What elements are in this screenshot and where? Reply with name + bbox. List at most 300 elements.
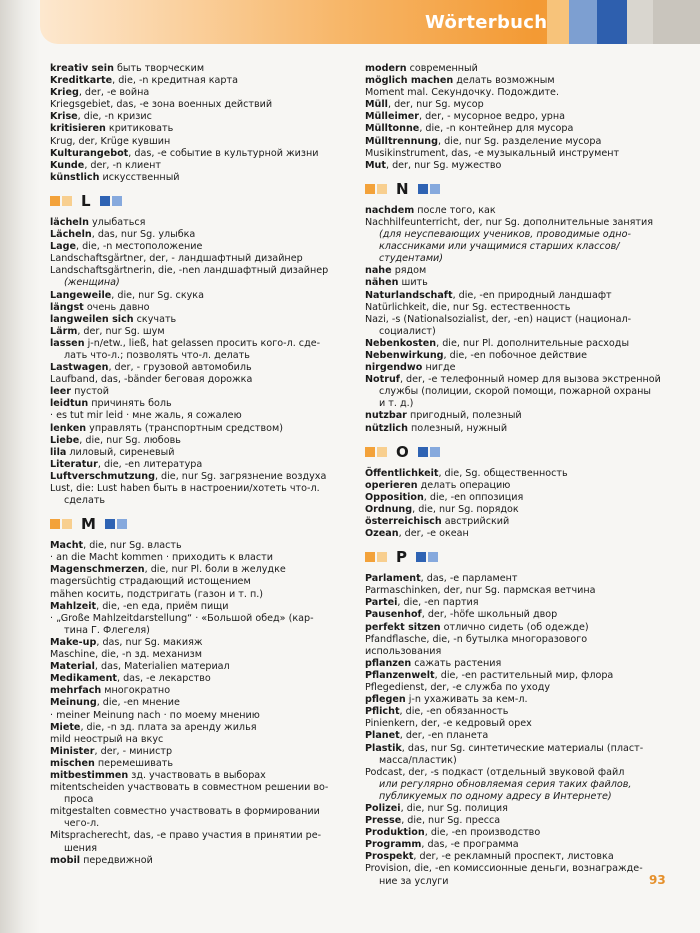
dictionary-entry: [365, 111, 665, 123]
entry-definition: делать операцию: [417, 479, 511, 491]
entry-definition: шить: [398, 277, 428, 289]
dictionary-entry: [50, 386, 348, 398]
dictionary-entry: [365, 302, 665, 314]
entry-continuation: лать что-л.; позволять что-л. делать: [64, 349, 250, 361]
entry-definition: зд. участвовать в выборах: [128, 769, 266, 781]
headword: Planet: [365, 730, 400, 742]
headword: Liebe: [50, 434, 80, 446]
headword: Partei: [365, 597, 398, 609]
headword: Luftverschmutzung: [50, 470, 155, 482]
dictionary-entry: [365, 87, 665, 99]
headword: Müll: [365, 99, 388, 111]
entry-definition: , die, nur Pl. дополнительные расходы: [436, 337, 630, 349]
dictionary-entry: [365, 148, 665, 160]
page-number: 93: [649, 873, 666, 887]
headword: Mahlzeit: [50, 600, 97, 612]
entry-definition: критиковать: [105, 123, 174, 135]
entry-definition: , die, Sg. общественность: [438, 467, 568, 479]
blue-square-icon: [416, 552, 426, 562]
letter-section-header: [365, 442, 665, 462]
entry-definition: скучать: [133, 313, 177, 325]
entry-definition: Musikinstrument, das, -e музыкальный инструмент: [365, 147, 620, 159]
headword: Mülleimer: [365, 111, 419, 123]
dictionary-entry: [365, 730, 665, 742]
entry-definition: Maschine, die, -n зд. механизм: [50, 649, 202, 661]
entry-definition: Nazi, -s (Nationalsozialist, der, -en) нацист (национал-: [365, 313, 632, 325]
dictionary-entry: [365, 803, 665, 815]
blue-square-icon: [105, 519, 115, 529]
dictionary-entry: [50, 398, 348, 410]
dictionary-entry: [365, 718, 665, 730]
entry-definition: Landschaftsgärtnerin, die, -nen ландшафтный дизайнер: [50, 265, 329, 277]
section-letter: L: [81, 191, 91, 210]
entry-definition: сажать растения: [411, 657, 502, 669]
headword: mehrfach: [50, 685, 102, 697]
entry-continuation: ние за услуги: [379, 875, 449, 887]
entry-definition: , der, nur Sg. мусор: [387, 99, 484, 111]
dictionary-entry: [365, 585, 665, 597]
headword: Lärm: [50, 325, 78, 337]
headword: mischen: [50, 757, 95, 769]
entry-definition: , das, nur Sg. улыбка: [91, 229, 196, 241]
letter-section-header: [365, 179, 665, 199]
dictionary-entry: [365, 743, 665, 767]
orange-square-icon: [365, 184, 375, 194]
entry-definition: , der, nur Sg. мужество: [385, 159, 502, 171]
entry-definition: современный: [406, 63, 478, 74]
dictionary-entry: [50, 172, 348, 184]
entry-continuation: масса/пластик): [379, 754, 457, 766]
light-blue-square-icon: [430, 184, 440, 194]
entry-definition: , das, -e парламент: [420, 573, 518, 585]
dictionary-entry: [365, 468, 665, 480]
blue-square-icon: [100, 196, 110, 206]
entry-definition: , die, nur Sg. загрязнение воздуха: [154, 470, 327, 482]
entry-definition: быть творческим: [113, 63, 205, 74]
dictionary-entry: [50, 806, 348, 830]
entry-definition: Landschaftsgärtner, der, - ландшафтный дизайнер: [50, 253, 303, 265]
headword: künstlich: [50, 171, 100, 183]
dictionary-entry: [50, 552, 348, 564]
entry-definition: , die, -en мнение: [96, 697, 180, 709]
dictionary-entry: [365, 609, 665, 621]
dictionary-entry: [365, 160, 665, 172]
entry-definition: , die, nur Sg. пресса: [401, 815, 501, 827]
entry-definition: искусственный: [99, 171, 180, 183]
light-orange-square-icon: [377, 447, 387, 457]
dictionary-entry: [50, 710, 348, 722]
dictionary-entry: [50, 722, 348, 734]
entry-definition: , die, -en еда, приём пищи: [96, 600, 229, 612]
headword: Kunde: [50, 159, 85, 171]
entry-definition: , das, nur Sg. макияж: [96, 636, 203, 648]
dictionary-entry: [365, 658, 665, 670]
entry-definition: , die, -en партия: [397, 597, 479, 609]
entry-definition: , der, -n клиент: [84, 159, 161, 171]
dictionary-entry: [365, 670, 665, 682]
dictionary-entry: [365, 99, 665, 111]
dictionary-entry: [50, 111, 348, 123]
entry-definition: рядом: [391, 265, 427, 277]
headword: lila: [50, 446, 67, 458]
headword: nutzbar: [365, 410, 407, 422]
entry-definition: , die, -n контейнер для мусора: [419, 123, 574, 135]
headword: Pausenhof: [365, 609, 422, 621]
section-letter: O: [396, 442, 409, 461]
dictionary-entry: [365, 123, 665, 135]
letter-section-header: [50, 191, 348, 211]
entry-definition: , der, nur Sg. шум: [77, 325, 165, 337]
headword: Make-up: [50, 636, 97, 648]
entry-definition: причинять боль: [88, 398, 172, 410]
entry-definition: mähen косить, подстригать (газон и т. п.): [50, 588, 264, 600]
entry-continuation: чего-л.: [64, 818, 100, 830]
entry-definition: улыбаться: [88, 216, 146, 228]
entry-definition: перемешивать: [94, 757, 174, 769]
dictionary-entry: [365, 492, 665, 504]
dictionary-entry: [50, 87, 348, 99]
headword: nirgendwo: [365, 362, 423, 374]
light-orange-square-icon: [62, 519, 72, 529]
headword: Langeweile: [50, 289, 112, 301]
entry-definition: , die, -en растительный мир, флора: [434, 669, 614, 681]
entry-definition: , die, -en обязанность: [399, 706, 509, 718]
left-column: [50, 63, 348, 867]
entry-definition: , der, -höfe школьный двор: [421, 609, 558, 621]
entry-definition: Provision, die, -en комиссионные деньги, вознагражде-: [365, 863, 643, 875]
section-letter: M: [81, 515, 96, 534]
dictionary-entry: [365, 350, 665, 362]
dictionary-entry: [50, 601, 348, 613]
headword: nähen: [365, 277, 399, 289]
dictionary-entry: [50, 326, 348, 338]
headword: perfekt sitzen: [365, 621, 441, 633]
dictionary-entry: [50, 471, 348, 483]
dictionary-entry: [50, 241, 348, 253]
entry-definition: , die, nur Sg. любовь: [79, 434, 181, 446]
dictionary-entry: [365, 682, 665, 694]
entry-definition: · an die Macht kommen · приходить к власти: [50, 552, 273, 564]
entry-definition: mild неострый на вкус: [50, 733, 164, 745]
dictionary-entry: [50, 63, 348, 75]
entry-definition: Pflegedienst, der, -e служба по уходу: [365, 682, 551, 694]
headword: Programm: [365, 839, 422, 851]
dictionary-entry: [50, 746, 348, 758]
headword: Lächeln: [50, 229, 92, 241]
dictionary-entry: [365, 573, 665, 585]
headword: leidtun: [50, 398, 89, 410]
dictionary-entry: [50, 589, 348, 601]
dictionary-entry: [50, 435, 348, 447]
dictionary-entry: [365, 634, 665, 658]
entry-definition: управлять (транспортным средством): [86, 422, 283, 434]
headword: pflanzen: [365, 657, 412, 669]
dictionary-entry: [365, 374, 665, 410]
entry-definition: , der, -en планета: [399, 730, 489, 742]
headword: Plastik: [365, 742, 402, 754]
dictionary-entry: [50, 459, 348, 471]
blue-square-icon: [418, 447, 428, 457]
dictionary-entry: [365, 205, 665, 217]
dictionary-entry: [50, 540, 348, 552]
dictionary-entry: [50, 99, 348, 111]
entry-definition: , das, -e событие в культурной жизни: [128, 147, 319, 159]
dictionary-entry: [50, 613, 348, 637]
headword: pflegen: [365, 694, 406, 706]
entry-definition: Krug, der, Krüge кувшин: [50, 135, 171, 147]
dictionary-entry: [50, 830, 348, 854]
entry-continuation: (женщина): [64, 277, 120, 289]
entry-continuation: тина Г. Флегеля): [64, 624, 150, 636]
dictionary-entry: [50, 123, 348, 135]
headword: Literatur: [50, 458, 98, 470]
dictionary-entry: [50, 770, 348, 782]
headword: Nebenkosten: [365, 337, 437, 349]
entry-definition: , der, -e океан: [398, 528, 469, 540]
light-blue-square-icon: [112, 196, 122, 206]
headword: Opposition: [365, 491, 424, 503]
dictionary-entry: [50, 290, 348, 302]
headword: Parlament: [365, 573, 421, 585]
headword: Öffentlichkeit: [365, 467, 439, 479]
dictionary-entry: [365, 528, 665, 540]
dictionary-entry: [365, 851, 665, 863]
entry-definition: передвижной: [80, 854, 153, 866]
entry-definition: , die, -en литература: [97, 458, 203, 470]
dictionary-entry: [50, 576, 348, 588]
entry-definition: , die, nur Sg. порядок: [412, 503, 519, 515]
entry-definition: очень давно: [83, 301, 150, 313]
dictionary-entry: [50, 253, 348, 265]
headword: Medikament: [50, 673, 117, 685]
dictionary-entry: [50, 374, 348, 386]
light-orange-square-icon: [62, 196, 72, 206]
headword: lassen: [50, 337, 85, 349]
headword: Lage: [50, 241, 76, 253]
dictionary-entry: [365, 504, 665, 516]
headword: Mut: [365, 159, 386, 171]
entry-definition: пустой: [71, 386, 110, 398]
entry-continuation: и т. д.): [379, 398, 414, 410]
headword: Minister: [50, 745, 95, 757]
dictionary-entry: [365, 597, 665, 609]
dictionary-entry: [365, 622, 665, 634]
entry-definition: , der, -e телефонный номер для вызова экстренной: [399, 374, 661, 386]
dictionary-entry: [50, 637, 348, 649]
entry-definition: Laufband, das, -bänder беговая дорожка: [50, 374, 253, 386]
entry-definition: mitentscheiden участвовать в совместном решении во-: [50, 782, 329, 794]
entry-definition: , die, -n зд. плата за аренду жилья: [80, 721, 257, 733]
dictionary-entry: [365, 706, 665, 718]
dictionary-entry: [365, 75, 665, 87]
headword: modern: [365, 63, 407, 74]
entry-definition: Moment mal. Секундочку. Подождите.: [365, 87, 560, 99]
page-gutter: [0, 0, 40, 933]
entry-definition: j-n/etw., ließ, hat gelassen просить кого-л. сде-: [84, 337, 321, 349]
entry-definition: после того, как: [414, 204, 496, 216]
dictionary-entry: [50, 314, 348, 326]
entry-definition: · es tut mir leid · мне жаль, я сожалею: [50, 410, 242, 422]
dictionary-entry: [50, 649, 348, 661]
entry-definition: , das, Materialien материал: [94, 661, 230, 673]
headword: Lastwagen: [50, 362, 109, 374]
entry-continuation: шения: [64, 842, 97, 854]
headword: Pflicht: [365, 706, 400, 718]
entry-continuation: сделать: [64, 495, 106, 507]
headword: mobil: [50, 854, 81, 866]
orange-square-icon: [50, 519, 60, 529]
headword: kreativ sein: [50, 63, 114, 74]
dictionary-entry: [365, 217, 665, 265]
entry-definition: , das, -e лекарство: [116, 673, 211, 685]
entry-definition: пригодный, полезный: [406, 410, 522, 422]
orange-square-icon: [365, 447, 375, 457]
dictionary-entry: [365, 338, 665, 350]
headword: Kulturangebot: [50, 147, 129, 159]
headword: Miete: [50, 721, 81, 733]
dictionary-entry: [50, 160, 348, 172]
dictionary-entry: [365, 410, 665, 422]
entry-definition: , die, -n местоположение: [75, 241, 203, 253]
entry-definition: , der, -e рекламный проспект, листовка: [413, 851, 614, 863]
headword: Pflanzenwelt: [365, 669, 435, 681]
dictionary-entry: [50, 410, 348, 422]
headword: leer: [50, 386, 72, 398]
headword: Ozean: [365, 528, 399, 540]
entry-definition: отлично сидеть (об одежде): [440, 621, 589, 633]
dictionary-entry: [365, 290, 665, 302]
entry-definition: , die, nur Sg. скука: [111, 289, 204, 301]
dictionary-entry: [50, 136, 348, 148]
entry-definition: j-n ухаживать за кем-л.: [405, 694, 528, 706]
entry-definition: , die, -en оппозиция: [423, 491, 524, 503]
entry-continuation: службы (полиции, скорой помощи, пожарной охраны: [379, 386, 651, 398]
dictionary-entry: [50, 685, 348, 697]
light-blue-square-icon: [430, 447, 440, 457]
headword: Polizei: [365, 802, 401, 814]
headword: nützlich: [365, 422, 408, 434]
entry-definition: magersüchtig страдающий истощением: [50, 576, 251, 588]
headword: Meinung: [50, 697, 97, 709]
headword: lächeln: [50, 216, 89, 228]
headword: Presse: [365, 815, 402, 827]
headword: Prospekt: [365, 851, 414, 863]
headword: langweilen sich: [50, 313, 134, 325]
dictionary-entry: [50, 758, 348, 770]
headword: österreichisch: [365, 516, 442, 527]
entry-definition: , die, nur Sg. полиция: [400, 802, 508, 814]
dictionary-entry: [50, 782, 348, 806]
entry-definition: Pfandflasche, die, -n бутылка многоразового использования: [365, 633, 588, 657]
dictionary-entry: [365, 277, 665, 289]
dictionary-entry: [50, 697, 348, 709]
dictionary-entry: [50, 75, 348, 87]
entry-definition: , die, -n кредитная карта: [112, 75, 238, 87]
entry-definition: Podcast, der, -s подкаст (отдельный звуковой файл: [365, 766, 625, 778]
right-column: [365, 63, 665, 888]
dictionary-entry: [365, 480, 665, 492]
dictionary-entry: [365, 516, 665, 528]
header-color-squares: [547, 0, 700, 44]
entry-definition: · meiner Meinung nach · по моему мнению: [50, 709, 260, 721]
headword: Ordnung: [365, 503, 413, 515]
entry-continuation: проса: [64, 794, 94, 806]
dictionary-entry: [50, 229, 348, 241]
dictionary-entry: [365, 423, 665, 435]
light-orange-square-icon: [377, 184, 387, 194]
entry-continuation: студентами): [379, 253, 444, 265]
light-orange-square-icon: [377, 552, 387, 562]
headword: Naturlandschaft: [365, 289, 453, 301]
headword: nachdem: [365, 204, 415, 216]
dictionary-entry: [50, 302, 348, 314]
dictionary-entry: [365, 827, 665, 839]
light-blue-square-icon: [428, 552, 438, 562]
headword: mitbestimmen: [50, 769, 129, 781]
entry-definition: Nachhilfeunterricht, der, nur Sg. дополнительные занятия: [365, 216, 653, 228]
dictionary-entry: [365, 136, 665, 148]
entry-definition: Mitspracherecht, das, -e право участия в принятии ре-: [50, 830, 322, 842]
dictionary-entry: [50, 661, 348, 673]
dictionary-entry: [365, 839, 665, 851]
entry-definition: Pinienkern, der, -e кедровый орех: [365, 718, 532, 730]
headword: nahe: [365, 265, 392, 277]
dictionary-entry: [365, 863, 665, 887]
dictionary-entry: [365, 767, 665, 803]
dictionary-entry: [50, 734, 348, 746]
light-blue-square-icon: [117, 519, 127, 529]
dictionary-entry: [365, 63, 665, 75]
orange-square-icon: [365, 552, 375, 562]
entry-continuation: публикуемых по одному адресу в Интернете): [379, 790, 612, 802]
dictionary-entry: [50, 423, 348, 435]
headword: Material: [50, 661, 95, 673]
blue-square-icon: [418, 184, 428, 194]
headword: kritisieren: [50, 123, 106, 135]
headword: Krieg: [50, 87, 79, 99]
entry-definition: , die, nur Pl. боли в желудке: [144, 564, 286, 576]
entry-definition: , der, - мусорное ведро, урна: [418, 111, 566, 123]
letter-section-header: [365, 547, 665, 567]
headword: Mülltonne: [365, 123, 420, 135]
entry-definition: mitgestalten совместно участвовать в формировании: [50, 806, 320, 818]
headword: Krise: [50, 111, 78, 123]
dictionary-entry: [50, 447, 348, 459]
dictionary-entry: [50, 483, 348, 507]
dictionary-entry: [365, 362, 665, 374]
entry-definition: Natürlichkeit, die, nur Sg. естественность: [365, 301, 571, 313]
entry-definition: , der, - министр: [94, 745, 173, 757]
dictionary-entry: [50, 855, 348, 867]
entry-definition: , der, - грузовой автомобиль: [108, 362, 252, 374]
entry-definition: , die, -en природный ландшафт: [452, 289, 612, 301]
headword: lenken: [50, 422, 87, 434]
dictionary-entry: [365, 314, 665, 338]
section-letter: P: [396, 548, 407, 567]
headword: Produktion: [365, 827, 425, 839]
entry-definition: , die, nur Sg. власть: [83, 540, 182, 552]
orange-square-icon: [50, 196, 60, 206]
headword: längst: [50, 301, 84, 313]
dictionary-entry: [365, 694, 665, 706]
headword: operieren: [365, 479, 418, 491]
entry-definition: Parmaschinken, der, nur Sg. пармская ветчина: [365, 585, 596, 597]
entry-definition: Kriegsgebiet, das, -e зона военных действий: [50, 99, 273, 111]
dictionary-entry: [50, 564, 348, 576]
entry-definition: нигде: [422, 362, 456, 374]
entry-definition: , die, -en производство: [424, 827, 541, 839]
dictionary-entry: [365, 815, 665, 827]
